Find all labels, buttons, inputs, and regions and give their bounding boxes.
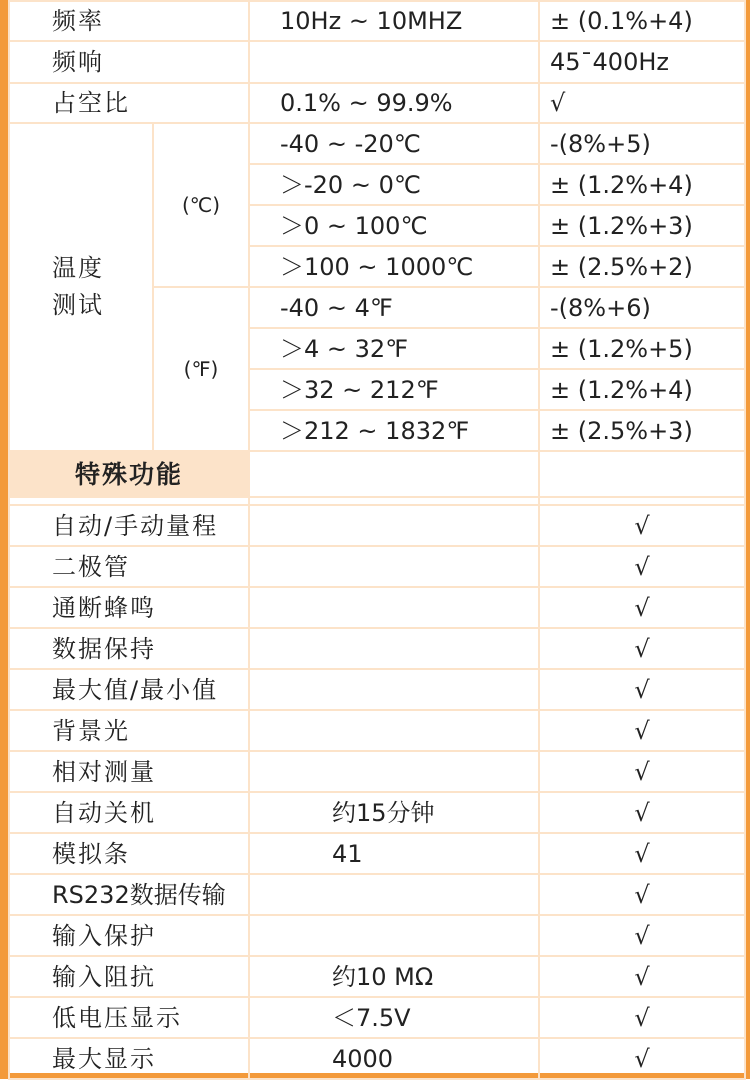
spec-value: 10Hz ~ 10MHZ	[249, 1, 539, 41]
feature-value: 约15分钟	[249, 792, 539, 833]
feature-name: RS232数据传输	[9, 874, 249, 915]
temp-row	[9, 123, 745, 164]
feature-row	[9, 915, 745, 956]
spec-row-duty-cycle	[9, 83, 745, 123]
feature-value	[249, 874, 539, 915]
feature-name: 相对测量	[9, 751, 249, 792]
features-header-row	[9, 451, 745, 497]
spec-accuracy: √	[539, 83, 745, 123]
temp-range: ＞-20 ~ 0℃	[249, 164, 539, 205]
feature-name: 二极管	[9, 546, 249, 587]
spec-name: 占空比	[9, 83, 249, 123]
feature-value: ＜7.5V	[249, 997, 539, 1038]
feature-name: 背景光	[9, 710, 249, 751]
spacer-cell	[249, 497, 539, 505]
feature-check: √	[539, 710, 745, 751]
feature-value: 41	[249, 833, 539, 874]
feature-row	[9, 505, 745, 546]
temp-accuracy: ± (1.2%+4)	[539, 369, 745, 410]
feature-name: 最大显示	[9, 1038, 249, 1079]
feature-row	[9, 874, 745, 915]
feature-row	[9, 751, 745, 792]
feature-value	[249, 669, 539, 710]
temperature-label-line2: 测试	[52, 291, 104, 319]
feature-value: 约10 MΩ	[249, 956, 539, 997]
features-header: 特殊功能	[9, 451, 249, 497]
feature-check: √	[539, 956, 745, 997]
feature-name: 输入阻抗	[9, 956, 249, 997]
temperature-label-line1: 温度	[52, 253, 104, 282]
feature-check: √	[539, 669, 745, 710]
feature-check: √	[539, 874, 745, 915]
feature-value	[249, 628, 539, 669]
features-header-blank	[539, 451, 745, 497]
spec-name: 频响	[9, 41, 249, 83]
temp-range: ＞32 ~ 212℉	[249, 369, 539, 410]
feature-check: √	[539, 505, 745, 546]
feature-value	[249, 505, 539, 546]
feature-row	[9, 669, 745, 710]
temp-accuracy: ± (2.5%+2)	[539, 246, 745, 287]
temp-accuracy: ± (1.2%+5)	[539, 328, 745, 369]
spec-value: 0.1% ~ 99.9%	[249, 83, 539, 123]
temperature-label	[9, 123, 153, 451]
temp-range: ＞0 ~ 100℃	[249, 205, 539, 246]
spacer-row	[9, 497, 745, 505]
feature-value	[249, 751, 539, 792]
feature-check: √	[539, 792, 745, 833]
temp-accuracy: -(8%+6)	[539, 287, 745, 328]
feature-row	[9, 587, 745, 628]
feature-check: √	[539, 915, 745, 956]
feature-name: 自动/手动量程	[9, 505, 249, 546]
temp-range: -40 ~ 4℉	[249, 287, 539, 328]
feature-value	[249, 915, 539, 956]
feature-name: 通断蜂鸣	[9, 587, 249, 628]
temp-accuracy: ± (2.5%+3)	[539, 410, 745, 451]
spec-row-frequency-response	[9, 41, 745, 83]
feature-check: √	[539, 833, 745, 874]
spec-accuracy: ± (0.1%+4)	[539, 1, 745, 41]
feature-check: √	[539, 1038, 745, 1079]
feature-row	[9, 546, 745, 587]
spec-table	[8, 0, 746, 1080]
feature-check: √	[539, 546, 745, 587]
temp-range: ＞100 ~ 1000℃	[249, 246, 539, 287]
feature-row	[9, 997, 745, 1038]
temp-range: ＞212 ~ 1832℉	[249, 410, 539, 451]
temp-accuracy: ± (1.2%+3)	[539, 205, 745, 246]
temp-range: -40 ~ -20℃	[249, 123, 539, 164]
feature-row	[9, 833, 745, 874]
feature-name: 数据保持	[9, 628, 249, 669]
feature-name: 模拟条	[9, 833, 249, 874]
feature-value	[249, 587, 539, 628]
feature-row	[9, 710, 745, 751]
feature-name: 低电压显示	[9, 997, 249, 1038]
spacer-cell	[539, 497, 745, 505]
feature-name: 输入保护	[9, 915, 249, 956]
feature-name: 自动关机	[9, 792, 249, 833]
spec-name: 频率	[9, 1, 249, 41]
feature-name: 最大值/最小值	[9, 669, 249, 710]
feature-value: 4000	[249, 1038, 539, 1079]
temp-range: ＞4 ~ 32℉	[249, 328, 539, 369]
feature-check: √	[539, 997, 745, 1038]
temp-accuracy: -(8%+5)	[539, 123, 745, 164]
feature-check: √	[539, 751, 745, 792]
temp-accuracy: ± (1.2%+4)	[539, 164, 745, 205]
feature-row	[9, 792, 745, 833]
feature-value	[249, 710, 539, 751]
feature-check: √	[539, 587, 745, 628]
features-header-blank	[249, 451, 539, 497]
spacer-cell	[9, 497, 249, 505]
feature-check: √	[539, 628, 745, 669]
feature-row	[9, 956, 745, 997]
feature-row	[9, 1038, 745, 1079]
fahrenheit-unit: (℉)	[153, 287, 249, 451]
spec-value	[249, 41, 539, 83]
feature-row	[9, 628, 745, 669]
celsius-unit: (℃)	[153, 123, 249, 287]
feature-value	[249, 546, 539, 587]
spec-accuracy: 45¯400Hz	[539, 41, 745, 83]
spec-row-frequency	[9, 1, 745, 41]
